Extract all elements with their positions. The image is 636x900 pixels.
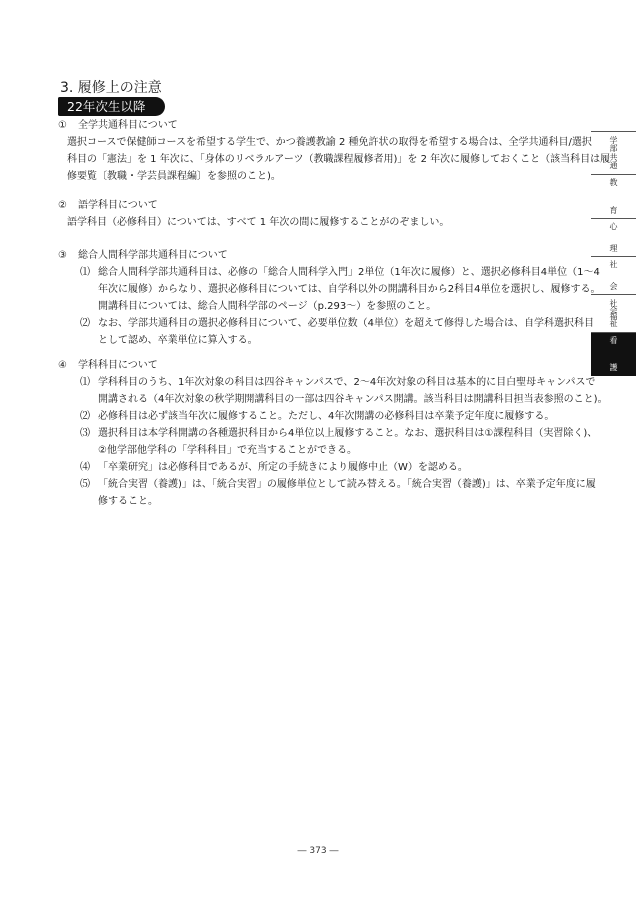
faculty-tab <box>591 332 636 376</box>
faculty-tab-char: 会 <box>609 282 618 291</box>
item-number: ⑴ <box>80 267 90 278</box>
section-title-text: 総合人間科学部共通科目について <box>78 250 228 261</box>
paragraph-line: 選択コースで保健師コースを希望する学生で、かつ養護教諭 2 種免許状の取得を希望する場合は、全学共通科目/選択 <box>67 137 592 148</box>
faculty-tab-char: 心 <box>609 222 618 231</box>
faculty-tab-char: 会 <box>609 305 618 315</box>
faculty-tab-char: 福 <box>609 312 618 322</box>
section-number: ② <box>58 200 67 211</box>
faculty-tab-char: 祉 <box>609 319 618 328</box>
faculty-tab-char: 護 <box>609 363 618 372</box>
item-number: ⑵ <box>80 318 90 329</box>
faculty-tab-char: 看 <box>609 336 618 345</box>
item-number: ⑷ <box>80 462 90 473</box>
section-number: ④ <box>58 360 67 371</box>
item-line: ②他学部他学科の「学科科目」で充当することができる。 <box>98 445 357 456</box>
year-badge: 22年次生以降 <box>58 97 165 116</box>
item-number: ⑸ <box>80 479 90 490</box>
item-line: 修すること。 <box>98 496 158 507</box>
paragraph-line: 語学科目（必修科目）については、すべて 1 年次の間に履修することがのぞましい。 <box>67 217 450 228</box>
section-number: ① <box>58 120 67 131</box>
faculty-tab-char: 学 <box>609 136 618 145</box>
item-line: 「卒業研究」は必修科目であるが、所定の手続きにより履修中止（W）を認める。 <box>98 462 468 473</box>
item-line: 学科科目のうち、1年次対象の科目は四谷キャンパスで、2～4年次対象の科目は基本的に目白聖母キャンパスで <box>98 377 596 388</box>
item-line: として認め、卒業単位に算入する。 <box>98 335 258 346</box>
item-number: ⑶ <box>80 428 90 439</box>
faculty-tab-char: 教 <box>609 178 618 187</box>
section-heading: 3. 履修上の注意 <box>60 80 162 96</box>
section-title-text: 全学共通科目について <box>78 120 178 131</box>
paragraph-line: 修要覧〔教職・学芸員課程編〕を参照のこと)。 <box>67 171 281 182</box>
faculty-tab <box>591 131 636 175</box>
section-title <box>58 357 158 374</box>
section-title <box>58 197 158 214</box>
faculty-tab <box>591 174 636 219</box>
item-line: 「統合実習（養護)」は、「統合実習」の履修単位として読み替える。「統合実習（養護)」は、卒業予定年度に履 <box>98 479 596 490</box>
faculty-tab <box>591 294 636 333</box>
item-line: 必修科目は必ず該当年次に履修すること。ただし、4年次開講の必修科目は卒業予定年度に履修する。 <box>98 411 555 422</box>
faculty-tab-char: 部 <box>609 144 618 154</box>
faculty-tab <box>591 256 636 295</box>
paragraph-line: 科目の「憲法」を 1 年次に、「身体のリベラルアーツ（教職課程履修者用)」を 2 年次に履修しておくこと（該当科目は履 <box>67 154 611 165</box>
item-line: 開講科目については、総合人間科学部のページ（p.293～）を参照のこと。 <box>98 301 437 312</box>
faculty-tab <box>591 218 636 257</box>
item-line: 選択科目は本学科開講の各種選択科目から4単位以上履修すること。なお、選択科目は①課程科目（実習除く)、 <box>98 428 598 439</box>
faculty-tab-char: 社 <box>609 299 618 308</box>
faculty-tab-char: 社 <box>609 260 618 269</box>
item-line: 年次に履修）からなり、選択必修科目については、自学科以外の開講科目から2科目4単位を選択し、履修する。 <box>98 284 601 295</box>
section-title <box>58 117 178 134</box>
section-number: ③ <box>58 250 67 261</box>
item-number: ⑴ <box>80 377 90 388</box>
item-line: 開講される（4年次対象の秋学期開講科目の一部は四谷キャンパス開講。該当科目は開講科目担当表参照のこと)。 <box>98 394 608 405</box>
item-line: なお、学部共通科目の選択必修科目について、必要単位数（4単位）を超えて修得した場合は、自学科選択科目 <box>98 318 594 329</box>
faculty-tab-char: 育 <box>609 206 618 215</box>
item-number: ⑵ <box>80 411 90 422</box>
item-line: 総合人間科学部共通科目は、必修の「総合人間科学入門」2単位（1年次に履修）と、選択必修科目4単位（1～4 <box>98 267 600 278</box>
section-title <box>58 247 228 264</box>
faculty-tab-char: 共 <box>609 152 618 162</box>
section-title-text: 語学科目について <box>78 200 158 211</box>
section-title-text: 学科科目について <box>78 360 158 371</box>
page-number: ― 373 ― <box>297 846 339 856</box>
faculty-tab-char: 理 <box>609 244 618 253</box>
faculty-tab-char: 通 <box>609 161 618 170</box>
